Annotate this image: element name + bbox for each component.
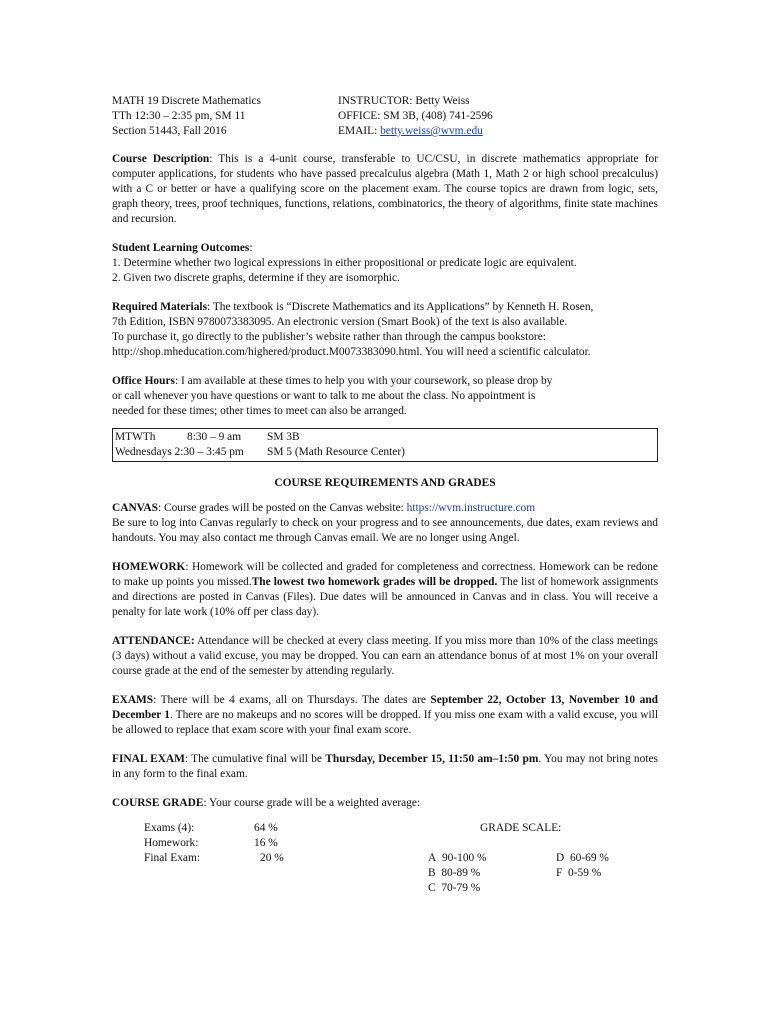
course-section: Section 51443, Fall 2016 [112, 125, 227, 137]
grade-letter: A [428, 852, 437, 864]
final-exam-section [112, 752, 658, 782]
course-schedule: TTh 12:30 – 2:35 pm, SM 11 [112, 110, 246, 122]
exams-label: EXAMS [112, 694, 154, 706]
office-hours [112, 374, 658, 419]
materials-line: To purchase it, go directly to the publisher’s website rather than through the campus bookstore: [112, 331, 546, 343]
canvas-text: Be sure to log into Canvas regularly to check on your progress and to see announcements, due dates, exam reviews and handouts. You may also contact me through Canvas email. We are no longer using Angel. [112, 517, 658, 544]
grade-letter: F [556, 867, 563, 879]
grade-letter: D [556, 852, 565, 864]
canvas-link[interactable]: https://wvm.instructure.com [406, 502, 536, 514]
required-materials-label: Required Materials [112, 301, 208, 313]
weight-row [144, 836, 284, 851]
exams-text: : There will be 4 exams, all on Thursdays. The dates are [153, 694, 431, 706]
grade-scale-item [428, 881, 480, 896]
learning-outcomes-label: Student Learning Outcomes [112, 242, 250, 254]
attendance-section [112, 634, 658, 679]
course-title: MATH 19 Discrete Mathematics [112, 95, 261, 107]
attendance-label: ATTENDANCE: [112, 635, 195, 647]
office-hours-label: Office Hours [112, 375, 175, 387]
grade-weights [144, 821, 284, 866]
weight-name: Final Exam: [144, 852, 200, 864]
office-hours-table [112, 428, 658, 462]
grade-scale [428, 821, 648, 901]
requirements-heading: COURSE REQUIREMENTS AND GRADES [274, 477, 496, 489]
materials-line: 7th Edition, ISBN 9780073383095. An electronic version (Smart Book) of the text is also available. [112, 316, 568, 328]
canvas-section [112, 501, 658, 546]
office-hours-day: Wednesdays 2:30 – 3:45 pm [115, 446, 244, 458]
grade-scale-item [428, 866, 480, 881]
office-hours-place: SM 3B [267, 431, 300, 443]
office-hours-day: MTWTh [115, 431, 156, 443]
attendance-text: Attendance will be checked at every class meeting. If you miss more than 10% of the class meetings (3 days) without a valid excuse, you may be dropped. You can earn an attendance bonus of at most 1% on your overall course grade at the end of the semester by attending regularly. [112, 635, 658, 677]
grade-scale-title: GRADE SCALE: [480, 822, 562, 834]
publisher-url: http://shop.mheducation.com/highered/product.M0073383090.html. You will need a scientific calculator. [112, 346, 591, 358]
homework-text: : Homework will be collected and graded for completeness and correctness. Homework can be redone to make up points you missed. [112, 561, 658, 588]
grade-range: 80-89 % [441, 867, 481, 879]
weight-name: Exams (4): [144, 822, 195, 834]
instructor-name: INSTRUCTOR: Betty Weiss [338, 95, 470, 107]
office-hours-line: or call whenever you have questions or want to talk to me about the class. No appointment is [112, 390, 536, 402]
outcome-item: 2. Given two discrete graphs, determine if they are isomorphic. [112, 272, 400, 284]
grade-scale-item [556, 866, 601, 881]
grade-letter: C [428, 882, 436, 894]
required-materials [112, 300, 658, 360]
syllabus-page [112, 94, 658, 901]
course-grade-text: : Your course grade will be a weighted average: [203, 797, 421, 809]
office-hours-row [115, 430, 651, 445]
learning-outcomes-colon: : [249, 242, 253, 254]
grade-range: 90-100 % [441, 852, 487, 864]
office-hours-row [115, 445, 651, 460]
homework-text: The list of homework assignments and directions are posted in Canvas (Files). Due dates will be announced in Canvas and in class. You will receive a penalty for late work (10% off per class day). [112, 576, 658, 618]
grade-range: 60-69 % [569, 852, 609, 864]
homework-section [112, 560, 658, 620]
homework-drop-policy: The lowest two homework grades will be dropped. [251, 576, 498, 588]
instructor-info [338, 94, 493, 139]
final-exam-date: Thursday, December 15, 11:50 am–1:50 pm [325, 753, 539, 765]
weight-value: 20 % [260, 852, 284, 864]
final-exam-text: . You may not bring notes in any form to the final exam. [112, 753, 658, 780]
learning-outcomes [112, 241, 658, 286]
office-hours-place: SM 5 (Math Resource Center) [267, 446, 405, 458]
outcome-item: 1. Determine whether two logical expressions in either propositional or predicate logic are equivalent. [112, 257, 577, 269]
instructor-email-line [338, 124, 493, 139]
grade-range: 0-59 % [568, 867, 602, 879]
weight-row [144, 821, 284, 836]
email-label: EMAIL: [338, 125, 381, 137]
final-exam-label: FINAL EXAM [112, 753, 185, 765]
office-hours-line: needed for these times; other times to meet can also be arranged. [112, 405, 407, 417]
course-description-text: : This is a 4-unit course, transferable to UC/CSU, in discrete mathematics appropriate for computer applications, for students who have passed precalculus algebra (Math 1, Math 2 or high school precalculus) with a C or better or have a qualifying score on the placement exam. The course topics are drawn from logic, sets, graph theory, trees, proof techniques, functions, relations, combinatorics, the theory of algorithms, finite state machines and recursion. [112, 153, 658, 225]
course-header [112, 94, 658, 142]
grade-letter: B [428, 867, 436, 879]
canvas-text: : Course grades will be posted on the Canvas website: [158, 502, 407, 514]
exams-section [112, 693, 658, 738]
office-hours-line: : I am available at these times to help you with your coursework, so please drop by [174, 375, 553, 387]
course-info [112, 94, 261, 139]
materials-line: : The textbook is “Discrete Mathematics and its Applications” by Kenneth H. Rosen, [207, 301, 594, 313]
weight-value: 16 % [254, 837, 278, 849]
course-description-label: Course Description [112, 153, 210, 165]
office-hours-time: 8:30 – 9 am [187, 431, 242, 443]
grade-range: 70-79 % [441, 882, 481, 894]
course-grade-section [112, 796, 658, 811]
course-grade-label: COURSE GRADE [112, 797, 204, 809]
grade-scale-item [556, 851, 609, 866]
grading [112, 821, 658, 901]
canvas-label: CANVAS [112, 502, 158, 514]
instructor-office: OFFICE: SM 3B, (408) 741-2596 [338, 110, 493, 122]
email-link[interactable]: betty.weiss@wvm.edu [380, 125, 483, 137]
homework-label: HOMEWORK [112, 561, 186, 573]
course-description [112, 152, 658, 227]
weight-name: Homework: [144, 837, 199, 849]
exam-dates: September 22, October 13, November 10 and December 1 [112, 694, 658, 721]
grade-scale-item [428, 851, 487, 866]
exams-text: . There are no makeups and no scores will be dropped. If you miss one exam with a valid excuse, you will be allowed to replace that exam score with your final exam score. [112, 709, 658, 736]
weight-value: 64 % [254, 822, 278, 834]
final-exam-text: : The cumulative final will be [184, 753, 326, 765]
weight-row [144, 851, 284, 866]
